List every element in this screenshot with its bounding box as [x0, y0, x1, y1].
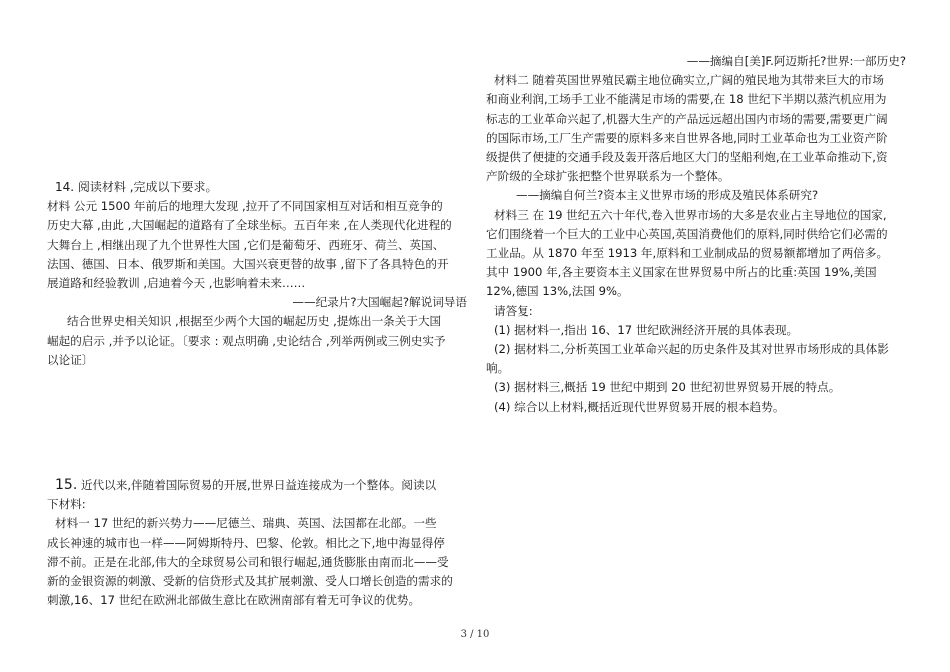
q14-task: 以论证〕: [47, 352, 94, 367]
q14-line: 大舞台上 ,相继出现了九个世界性大国 ,它们是葡萄牙、西班牙、荷兰、英国、: [47, 237, 445, 252]
source-1: ——摘编自[美]F.阿迈斯托?世界:一部历史?: [686, 54, 906, 68]
material-2: 材料二 随着英国世界殖民霸主地位确实立,广阔的殖民地为其带来巨大的市场: [494, 73, 884, 88]
q15-number: 15.: [55, 477, 78, 493]
material-3: 12%,德国 13%,法国 9%。: [486, 284, 629, 299]
q14-title: 14. 阅读材料 ,完成以下要求。: [55, 180, 218, 194]
q14-line: 材料 公元 1500 年前后的地理大发现 ,拉开了不同国家相互对话和相互竞争的: [47, 199, 443, 214]
question-item: (4) 综合以上材料,概括近现代世界贸易开展的根本趋势。: [494, 399, 785, 414]
q15-title-line: [47, 476, 467, 495]
q14-line: 展道路和经验教训 ,启迪着今天 ,也影响着未来……: [47, 276, 306, 291]
question-14: [47, 178, 467, 370]
answer-label: 请答复:: [494, 303, 533, 318]
q15-material-1: 新的金银资源的刺激、受新的信贷形式及其扩展刺激、受人口增长创造的需求的: [47, 574, 453, 589]
material-2: 级提供了便捷的交通手段及轰开落后地区大门的坚船利炮,在工业革命推动下,资: [486, 150, 888, 165]
q14-task: 结合世界史相关知识 ,根据至少两个大国的崛起历史 ,提炼出一条关于大国: [67, 314, 442, 329]
material-3: 工业品。从 1870 年至 1913 年,原料和工业制成品的贸易额都增加了两倍多。: [486, 246, 889, 261]
q15-title-text: 近代以来,伴随着国际贸易的开展,世界日益连接成为一个整体。阅读以: [77, 478, 437, 492]
page-number: 3 / 10: [460, 629, 490, 640]
q15-material-1: 材料一 17 世纪的新兴势力——尼德兰、瑞典、英国、法国都在北部。一些: [55, 516, 437, 531]
q15-material-1: 滞不前。正是在北部,伟大的全球贸易公司和银行崛起,通货膨胀由南而北——受: [47, 554, 449, 569]
source-2: ——摘编自何兰?资本主义世界市场的形成及殖民体系研究?: [516, 188, 819, 203]
material-3: 材料三 在 19 世纪五六十年代,卷入世界市场的大多是农业占主导地位的国家,: [494, 207, 887, 222]
q14-task: 崛起的启示 ,并予以论证。〔要求 : 观点明确 ,史论结合 ,列举两例或三例史实予: [47, 333, 446, 348]
material-3: 其中 1900 年,各主要资本主义国家在世界贸易中所占的比重:英国 19%,美国: [486, 265, 877, 280]
right-column: [486, 52, 906, 417]
q15-material-1: 成长神速的城市也一样——阿姆斯特丹、巴黎、伦敦。相比之下,地中海显得停: [47, 535, 445, 550]
q14-source: ——纪录片?大国崛起?解说词导语: [292, 295, 467, 310]
material-2: 标志的工业革命兴起了,机器大生产的产品远远超出国内市场的需要,需要更广阔: [486, 111, 888, 126]
q14-line: 历史大幕 ,由此 ,大国崛起的道路有了全球坐标。五百年来 ,在人类现代化进程的: [47, 218, 452, 233]
material-2: 和商业利润,工场手工业不能满足市场的需要,在 18 世纪下半期以蒸汽机应用为: [486, 92, 887, 107]
question-item: (1) 据材料一,指出 16、17 世纪欧洲经济开展的具体表现。: [494, 322, 799, 337]
question-item: (3) 据材料三,概括 19 世纪中期到 20 世纪初世界贸易开展的特点。: [494, 380, 841, 395]
material-3: 它们围绕着一个巨大的工业中心英国,英国消费他们的原料,同时供给它们必需的: [486, 226, 888, 241]
q15-title-line: 下材料:: [47, 497, 86, 512]
material-2: 产阶级的全球扩张把整个世界联系为一个整体。: [486, 169, 730, 184]
question-15: [47, 476, 467, 610]
material-2: 的国际市场,工厂生产需要的原料多来自世界各地,同时工业革命也为工业资产阶: [486, 130, 888, 145]
q14-line: 法国、德国、日本、俄罗斯和美国。大国兴衰更替的故事 ,留下了各具特色的开: [47, 256, 449, 271]
question-item: 响。: [486, 361, 510, 376]
question-item: (2) 据材料二,分析英国工业革命兴起的历史条件及其对世界市场形成的具体影: [494, 342, 889, 357]
q15-material-1: 刺激,16、17 世纪在欧洲北部做生意比在欧洲南部有着无可争议的优势。: [47, 593, 421, 608]
